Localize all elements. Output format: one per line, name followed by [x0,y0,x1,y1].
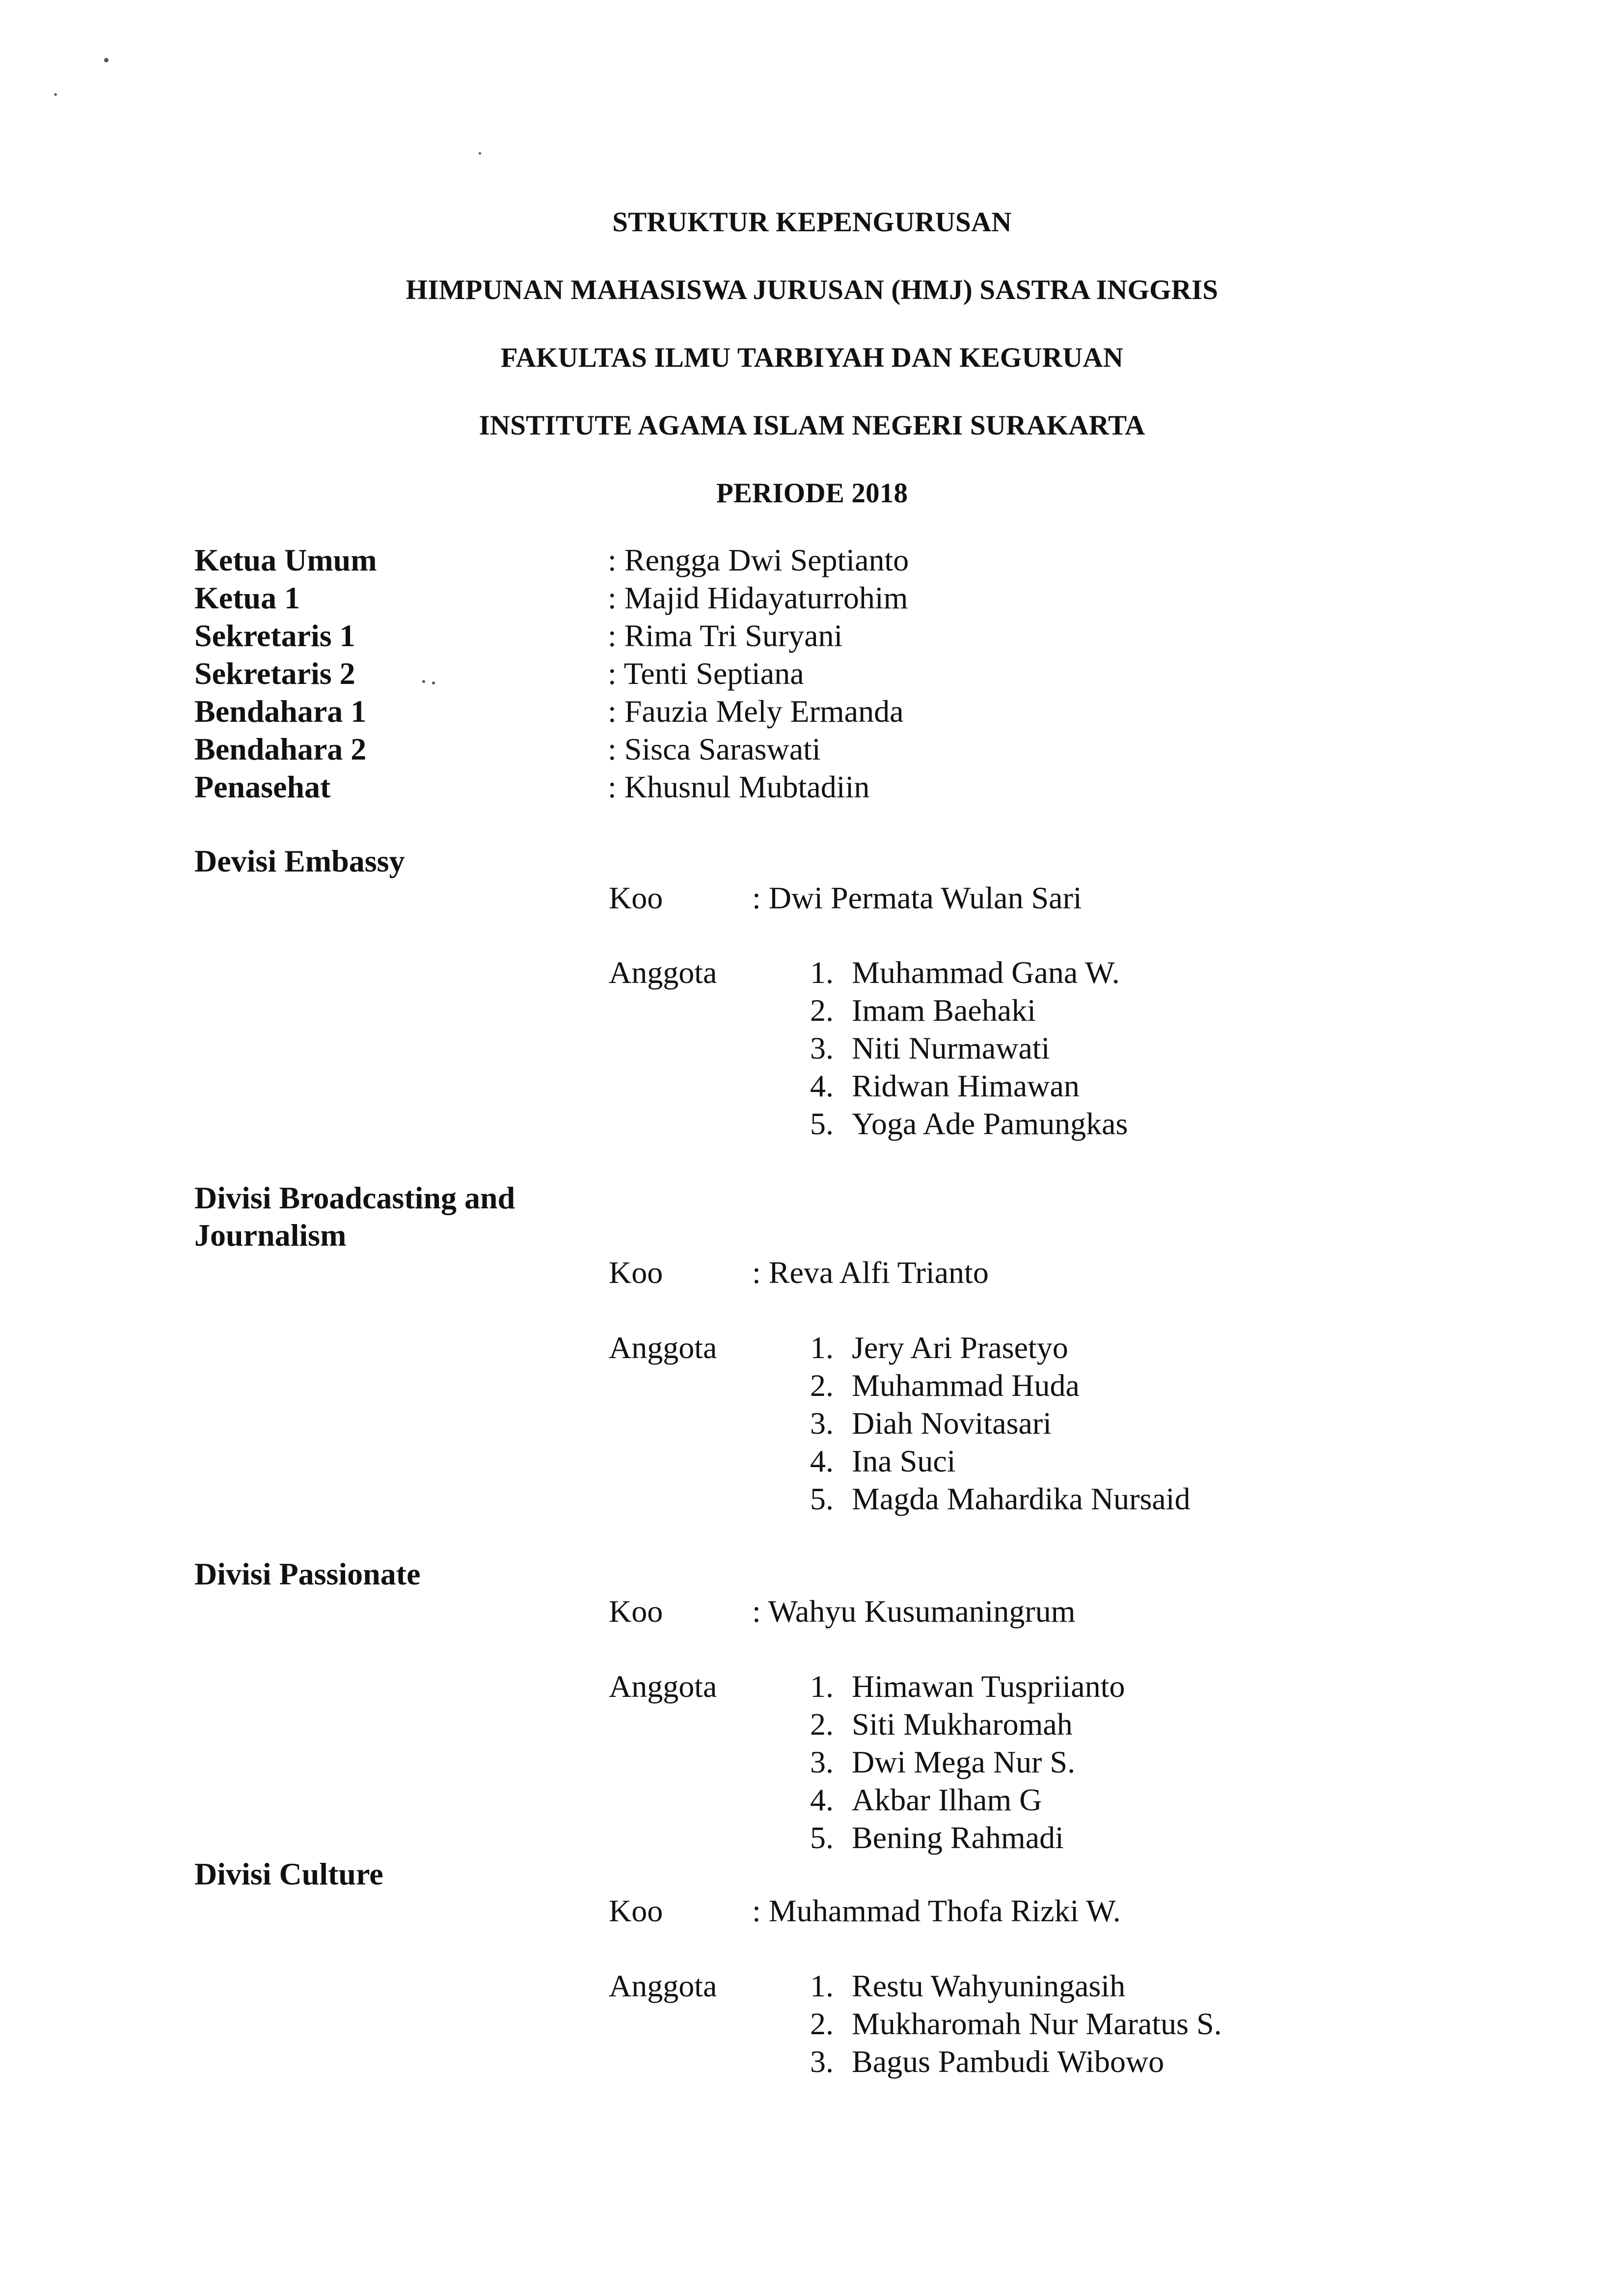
member-number: 3. [810,2044,834,2079]
koo-name: : Muhammad Thofa Rizki W. [752,1893,1121,1928]
member-number: 4. [810,1068,834,1103]
member-number: 2. [810,1368,834,1403]
koo-name: : Dwi Permata Wulan Sari [752,880,1082,915]
period: PERIODE 2018 [716,478,908,509]
koo-name: : Wahyu Kusumaningrum [752,1594,1076,1629]
anggota-label: Anggota [609,1968,717,2003]
koo-label: Koo [609,1594,663,1629]
anggota-label: Anggota [609,955,717,990]
member-name: Jery Ari Prasetyo [852,1330,1068,1365]
division-title: Devisi Embassy [194,844,405,878]
officer-name: : Majid Hidayaturrohim [608,580,908,615]
officer-name: : Tenti Septiana [608,656,804,691]
member-number: 2. [810,2006,834,2041]
institute-name: INSTITUTE AGAMA ISLAM NEGERI SURAKARTA [479,410,1145,441]
koo-label: Koo [609,880,663,915]
org-name: HIMPUNAN MAHASISWA JURUSAN (HMJ) SASTRA INGGRIS [406,274,1218,305]
member-number: 1. [810,1330,834,1365]
member-name: Bening Rahmadi [852,1820,1064,1855]
member-name: Mukharomah Nur Maratus S. [852,2006,1222,2041]
member-number: 3. [810,1406,834,1441]
officer-name: : Khusnul Mubtadiin [608,769,870,804]
scan-speck [104,58,108,62]
officer-role: Penasehat [194,769,331,804]
member-name: Ina Suci [852,1444,956,1478]
doc-title: STRUKTUR KEPENGURUSAN [612,207,1012,238]
scan-speck [479,152,481,155]
officer-role: Ketua Umum [194,543,377,577]
member-name: Yoga Ade Pamungkas [852,1106,1128,1141]
division-title: Divisi Passionate [194,1556,421,1591]
anggota-label: Anggota [609,1330,717,1365]
division-title: Divisi Culture [194,1856,383,1891]
member-name: Imam Baehaki [852,993,1036,1028]
member-name: Muhammad Gana W. [852,955,1120,990]
officer-name: : Rima Tri Suryani [608,618,843,653]
member-name: Dwi Mega Nur S. [852,1745,1076,1779]
member-number: 4. [810,1444,834,1478]
officer-role: Ketua 1 [194,580,300,615]
member-name: Ridwan Himawan [852,1068,1080,1103]
scan-speck [422,680,425,683]
member-number: 4. [810,1782,834,1817]
member-number: 1. [810,955,834,990]
member-number: 5. [810,1106,834,1141]
member-name: Siti Mukharomah [852,1707,1073,1742]
member-number: 5. [810,1481,834,1516]
koo-name: : Reva Alfi Trianto [752,1255,989,1290]
scan-speck [54,93,57,96]
member-name: Diah Novitasari [852,1406,1052,1441]
member-number: 2. [810,1707,834,1742]
officer-role: Bendahara 2 [194,732,367,766]
officer-name: : Rengga Dwi Septianto [608,543,909,577]
faculty-name: FAKULTAS ILMU TARBIYAH DAN KEGURUAN [500,342,1124,373]
member-name: Restu Wahyuningasih [852,1968,1126,2003]
member-number: 1. [810,1669,834,1704]
member-name: Muhammad Huda [852,1368,1080,1403]
member-name: Niti Nurmawati [852,1031,1050,1065]
member-number: 5. [810,1820,834,1855]
member-number: 3. [810,1031,834,1065]
officer-role: Sekretaris 2 [194,656,355,691]
officer-role: Sekretaris 1 [194,618,355,653]
member-name: Magda Mahardika Nursaid [852,1481,1191,1516]
koo-label: Koo [609,1255,663,1290]
officer-role: Bendahara 1 [194,694,367,729]
officer-name: : Fauzia Mely Ermanda [608,694,904,729]
scan-speck [432,682,435,684]
member-name: Himawan Tuspriianto [852,1669,1125,1704]
member-name: Bagus Pambudi Wibowo [852,2044,1164,2079]
member-number: 3. [810,1745,834,1779]
officer-name: : Sisca Saraswati [608,732,821,766]
division-title: Divisi Broadcasting and Journalism [194,1180,515,1253]
anggota-label: Anggota [609,1669,717,1704]
koo-label: Koo [609,1893,663,1928]
member-number: 2. [810,993,834,1028]
member-name: Akbar Ilham G [852,1782,1042,1817]
member-number: 1. [810,1968,834,2003]
